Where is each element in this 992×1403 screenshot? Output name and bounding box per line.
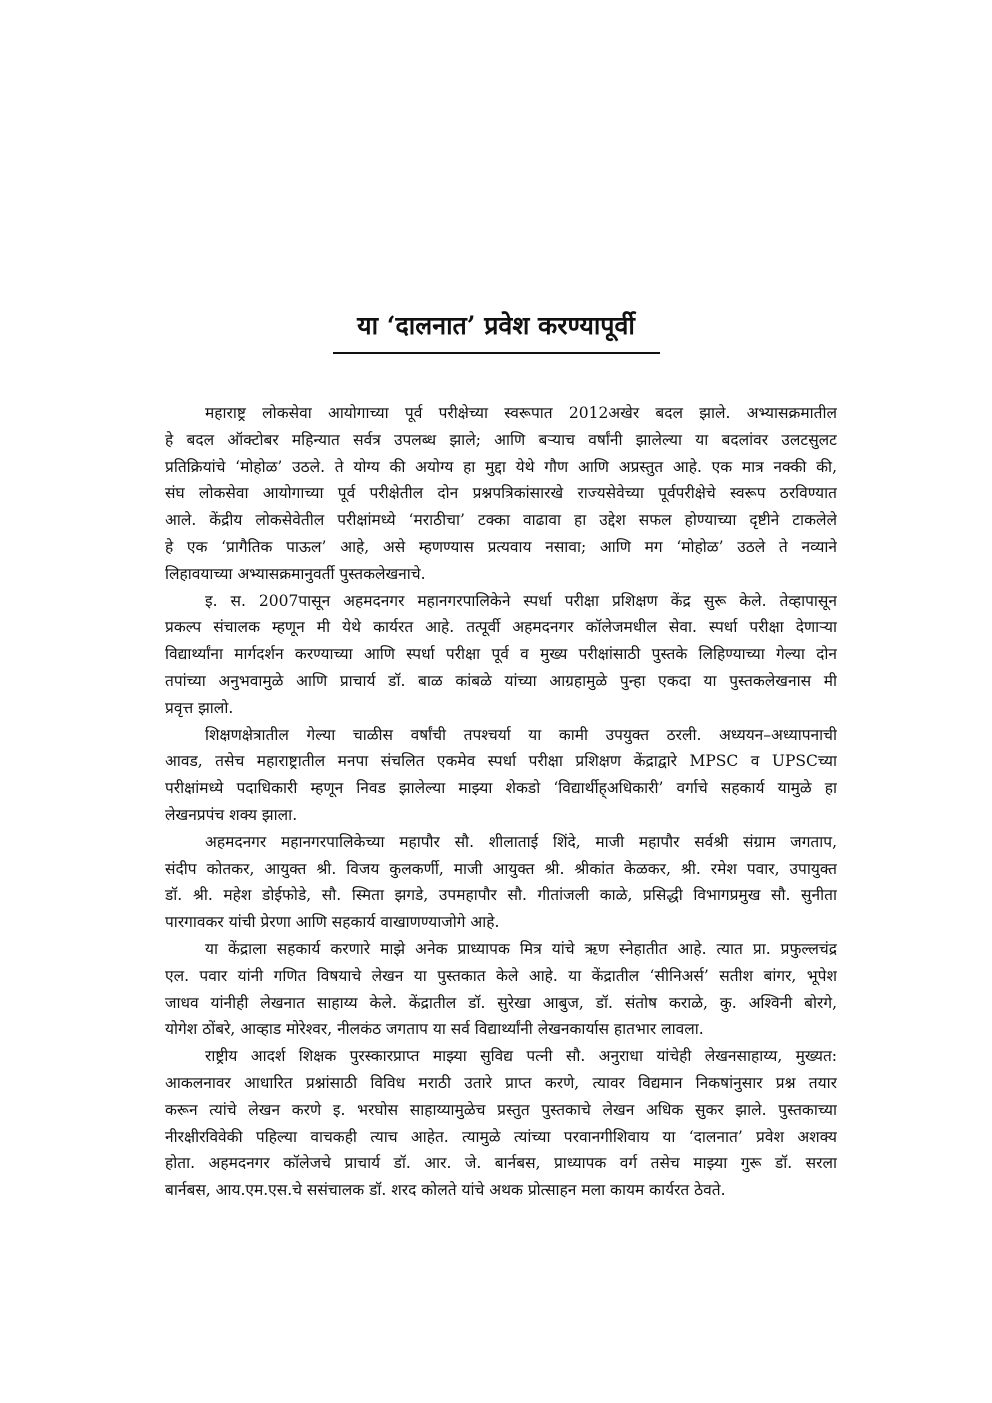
page-title: या ‘दालनात’ प्रवेश करण्यापूर्वी [357, 311, 635, 340]
paragraph [165, 1043, 837, 1204]
text-line: पारगावकर यांची प्रेरणा आणि सहकार्य वाखाणण्याजोगे आहे. [165, 913, 500, 932]
text-line: आकलनावर आधारित प्रश्नांसाठी विविध मराठी उतारे प्राप्त करणे, त्यावर विद्यमान निकषांनुसार प्रश्न तयार [165, 1073, 837, 1092]
text-line: होता. अहमदनगर कॉलेजचे प्राचार्य डॉ. आर. जे. बार्नबस, प्राध्यापक वर्ग तसेच माझ्या गुरू डॉ. सरला [165, 1154, 837, 1173]
document-body [165, 400, 837, 1204]
text-line: राष्ट्रीय आदर्श शिक्षक पुरस्कारप्राप्त माझ्या सुविद्य पत्नी सौ. अनुराधा यांचेही लेखनसाहाय्य, मुख्यत: [205, 1047, 837, 1066]
text-line: प्रवृत्त झालो. [165, 698, 234, 717]
text-line: परीक्षांमध्ये पदाधिकारी म्हणून निवड झालेल्या माझ्या शेकडो ‘विद्यार्थीह्अधिकारी’ वर्गाचे सहकार्य यामुळे हा [165, 779, 837, 798]
text-line: प्रकल्प संचालक म्हणून मी येथे कार्यरत आहे. तत्पूर्वी अहमदनगर कॉलेजमधील सेवा. स्पर्धा परीक्षा देणाऱ्या [165, 618, 837, 637]
text-line: डॉ. श्री. महेश डोईफोडे, सौ. स्मिता झगडे, उपमहापौर सौ. गीतांजली काळे, प्रसिद्धी विभागप्रमुख सौ. सुनीता [165, 886, 837, 905]
text-line: एल. पवार यांनी गणित विषयाचे लेखन या पुस्तकात केले आहे. या केंद्रातील ‘सीनिअर्स’ सतीश बांगर, भूपेश [165, 966, 837, 985]
text-line: हे बदल ऑक्टोबर महिन्यात सर्वत्र उपलब्ध झाले; आणि बऱ्याच वर्षांनी झालेल्या या बदलांवर उलटसुलट [165, 430, 837, 449]
text-line: विद्यार्थ्यांना मार्गदर्शन करण्याच्या आणि स्पर्धा परीक्षा पूर्व व मुख्य परीक्षांसाठी पुस्तके लिहिण्याच्या गेल्या दोन [165, 645, 837, 664]
text-line: करून त्यांचे लेखन करणे इ. भरघोस साहाय्यामुळेच प्रस्तुत पुस्तकाचे लेखन अधिक सुकर झाले. पुस्तकाच्या [165, 1100, 837, 1119]
text-line: जाधव यांनीही लेखनात साहाय्य केले. केंद्रातील डॉ. सुरेखा आबुज, डॉ. संतोष कराळे, कु. अश्विनी बोरगे, [165, 993, 837, 1012]
paragraph [165, 588, 837, 722]
text-line: अहमदनगर महानगरपालिकेच्या महापौर सौ. शीलाताई शिंदे, माजी महापौर सर्वश्री संग्राम जगताप, [205, 832, 837, 851]
text-line: योगेश ठोंबरे, आव्हाड मोरेश्वर, नीलकंठ जगताप या सर्व विद्यार्थ्यांनी लेखनकार्यास हातभार लावला. [165, 1020, 704, 1039]
text-line: लिहावयाच्या अभ्यासक्रमानुवर्ती पुस्तकलेखनाचे. [165, 564, 426, 583]
text-line: लेखनप्रपंच शक्य झाला. [165, 805, 298, 824]
text-line: आले. केंद्रीय लोकसेवेतील परीक्षांमध्ये ‘मराठीचा’ टक्का वाढावा हा उद्देश सफल होण्याच्या दृष्टीने टाकलेले [165, 511, 837, 530]
text-line: महाराष्ट्र लोकसेवा आयोगाच्या पूर्व परीक्षेच्या स्वरूपात 2012अखेर बदल झाले. अभ्यासक्रमातील [205, 404, 837, 422]
text-line: शिक्षणक्षेत्रातील गेल्या चाळीस वर्षांची तपश्चर्या या कामी उपयुक्त ठरली. अध्ययन–अध्यापनाची [205, 725, 837, 744]
text-line: प्रतिक्रियांचे ‘मोहोळ’ उठले. ते योग्य की अयोग्य हा मुद्दा येथे गौण आणि अप्रस्तुत आहे. एक मात्र नक्की की, [165, 457, 837, 476]
paragraph [165, 400, 837, 588]
text-line: संघ लोकसेवा आयोगाच्या पूर्व परीक्षेतील दोन प्रश्नपत्रिकांसारखे राज्यसेवेच्या पूर्वपरीक्षेचे स्वरूप ठरविण्यात [165, 484, 837, 503]
text-line: नीरक्षीरविवेकी पहिल्या वाचकही त्याच आहेत. त्यामुळे त्यांच्या परवानगीशिवाय या ‘दालनात’ प्रवेश अशक्य [165, 1127, 837, 1146]
paragraph [165, 722, 837, 829]
paragraph [165, 829, 837, 936]
text-line: संदीप कोतकर, आयुक्त श्री. विजय कुलकर्णी, माजी आयुक्त श्री. श्रीकांत केळकर, श्री. रमेश पवार, उपायुक्त [165, 859, 837, 878]
text-line: या केंद्राला सहकार्य करणारे माझे अनेक प्राध्यापक मित्र यांचे ऋण स्नेहातीत आहे. त्यात प्रा. प्रफुल्लचंद्र [205, 939, 837, 958]
text-line: बार्नबस, आय.एम.एस.चे ससंचालक डॉ. शरद कोलते यांचे अथक प्रोत्साहन मला कायम कार्यरत ठेवते. [165, 1181, 726, 1200]
text-line: आवड, तसेच महाराष्ट्रातील मनपा संचलित एकमेव स्पर्धा परीक्षा प्रशिक्षण केंद्राद्वारे MPSC व UPSCच्या [165, 752, 837, 771]
text-line: हे एक ‘प्रागैतिक पाऊल’ आहे, असे म्हणण्यास प्रत्यवाय नसावा; आणि मग ‘मोहोळ’ उठले ते नव्याने [165, 537, 837, 556]
text-line: तपांच्या अनुभवामुळे आणि प्राचार्य डॉ. बाळ कांबळे यांच्या आग्रहामुळे पुन्हा एकदा या पुस्तकलेखनास मी [165, 671, 837, 690]
text-line: इ. स. 2007पासून अहमदनगर महानगरपालिकेने स्पर्धा परीक्षा प्रशिक्षण केंद्र सुरू केले. तेव्हापासून [205, 591, 837, 610]
title-underline [333, 352, 660, 354]
paragraph [165, 936, 837, 1043]
